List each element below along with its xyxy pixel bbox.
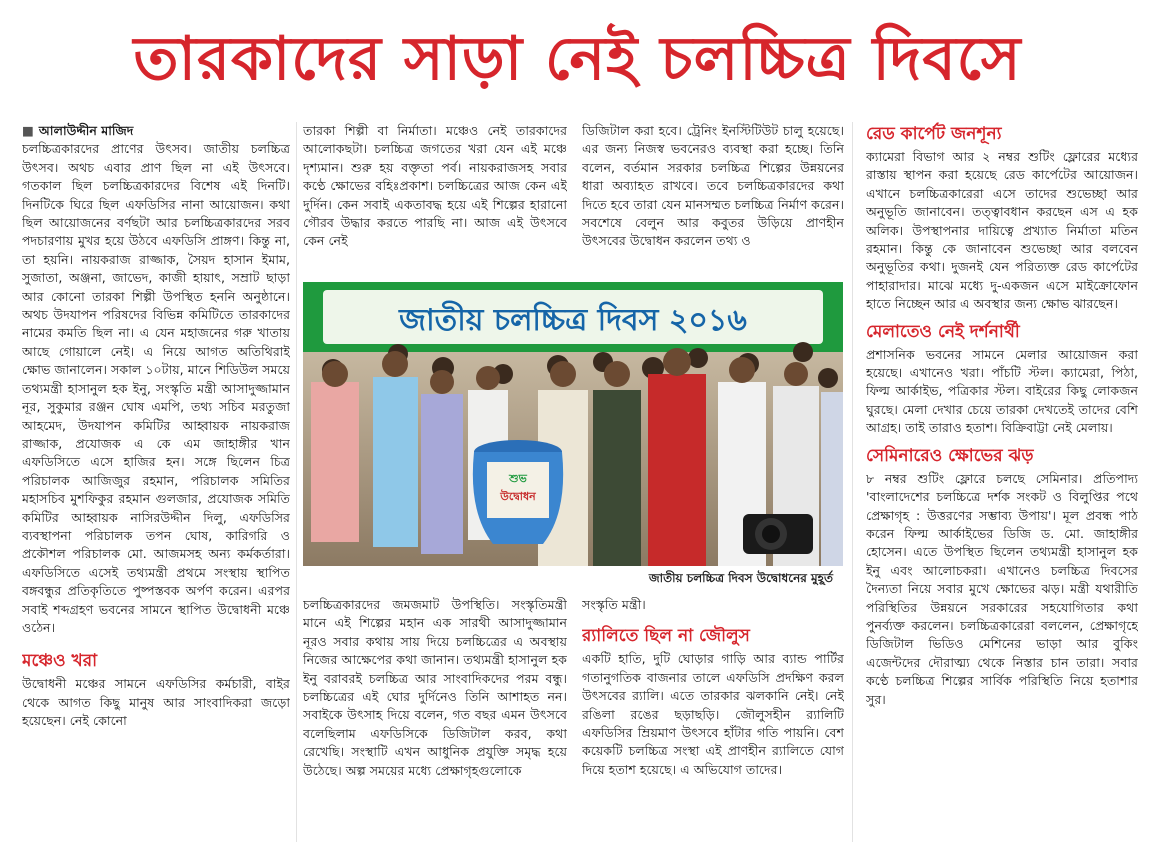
- article-column-2: [303, 122, 567, 282]
- article-column-2-lower: [303, 596, 567, 842]
- subheading: মেলাতেও নেই দর্শনার্থী: [866, 321, 1020, 342]
- photo-caption: জাতীয় চলচ্চিত্র দিবস উদ্বোধনের মুহূর্ত: [648, 571, 833, 585]
- inauguration-pot: [473, 440, 563, 544]
- subheading: র‍্যালিতে ছিল না জৌলুস: [582, 626, 750, 647]
- banner-text: জাতীয় চলচ্চিত্র দিবস ২০১৬: [399, 303, 747, 338]
- photo-illustration: [303, 282, 843, 566]
- subheading: সেমিনারেও ক্ষোভের ঝড়: [866, 445, 1034, 466]
- column-rule: [852, 122, 853, 842]
- svg-text:উদ্বোধন: উদ্বোধন: [500, 490, 536, 503]
- subheading: মঞ্চেও খরা: [22, 651, 98, 672]
- event-photo: [303, 282, 843, 566]
- headline: তারকাদের সাড়া নেই চলচ্চিত্র দিবসে: [133, 24, 1022, 94]
- article-column-3-lower: [582, 596, 844, 842]
- column-rule: [296, 122, 297, 842]
- paragraph: ডিজিটাল করা হবে। ট্রেনিং ইনস্টিটিউট চালু হয়েছে। এর জন্য নিজস্ব ভবনেরও ব্যবস্থা করা হচ্ছে। তিনি বলেন, বর্তমান সরকার চলচ্চিত্র শিল্পের উন্নয়নের ধারা অব্যাহত রাখবে। তবে চলচ্চিত্রকারদের কথা দিতে হবে তারা যেন মানসম্মত চলচ্চিত্র নির্মাণ করেন। সবশেষে বেলুন আর কবুতর উড়িয়ে প্রাণহীন উৎসবের উদ্বোধন করলেন তথ্য ও: [582, 123, 844, 249]
- svg-text:শুভ: শুভ: [509, 472, 527, 485]
- article-column-4: [866, 122, 1138, 842]
- paragraph: তারকা শিল্পী বা নির্মাতা। মঞ্চেও নেই তারকাদের আলোকছটা। চলচ্চিত্র জগতের খরা যেন এই মঞ্চে দৃশ্যমান। শুরু হয় বক্তৃতা পর্ব। নায়করাজসহ সবার কণ্ঠে ক্ষোভের বহিঃপ্রকাশ। চলচ্চিত্রের আজ কেন এই দুর্দিন। কেন সবাই একতাবদ্ধ হয়ে এই শিল্পের হারানো গৌরব উদ্ধার করতে পারছি না। আজ এই উৎসবে কেন নেই: [303, 123, 567, 249]
- subheading: রেড কার্পেট জনশূন্য: [866, 124, 1002, 144]
- paragraph: সংস্কৃতি মন্ত্রী।: [582, 597, 646, 612]
- article-column-3: [582, 122, 844, 282]
- byline: [22, 122, 290, 140]
- bullet-icon: ■: [22, 123, 34, 138]
- article-column-1: [22, 122, 290, 842]
- paragraph: উদ্বোধনী মঞ্চের সামনে এফডিসির কর্মচারী, বাইর থেকে আগত কিছু মানুষ আর সাংবাদিকরা জড়ো হয়েছেন। নেই কোনো: [22, 676, 290, 729]
- paragraph: চলচ্চিত্রকারদের জমজমাট উপস্থিতি। সংস্কৃতিমন্ত্রী মানে এই শিল্পের মহান এক সারথী আসাদুজ্জামান নূরও সবার কথায় সায় দিয়ে চলচ্চিত্রের এ অবস্থায় নিজের আক্ষেপের কথা জানান। তথ্যমন্ত্রী হাসানুল হক ইনু বরাবরই চলচ্চিত্র আর সাংবাদিকদের পরম বন্ধু। চলচ্চিত্রের এই ঘোর দুর্দিনেও তিনি আশাহত নন। সবাইকে উৎসাহ দিয়ে বলেন, গত বছর এমন উৎসবে বলেছিলাম এফডিসিকে ডিজিটাল করব, কথা রেখেছি। সংস্থাটি এখন আধুনিক প্রযুক্তি সমৃদ্ধ হয়ে উঠেছে। অল্প সময়ের মধ্যে প্রেক্ষাগৃহগুলোকে: [303, 597, 567, 778]
- paragraph: চলচ্চিত্রকারদের প্রাণের উৎসব। জাতীয় চলচ্চিত্র উৎসব। অথচ এবার প্রাণ ছিল না এই উৎসবে। গতকাল ছিল চলচ্চিত্রকারদের বিশেষ এই দিনটি। দিনটিকে ঘিরে ছিল এফডিসির নানা আয়োজন। কথা ছিল আয়োজনের বর্ণছটা আর চলচ্চিত্রকারদের সরব পদচারণায় মুখর হয়ে উঠবে এফডিসি প্রাঙ্গণ। কিন্তু না, তা হয়নি। নায়করাজ রাজ্জাক, সৈয়দ হাসান ইমাম, সুজাতা, অঞ্জনা, জাভেদ, কাজী হায়াৎ, সম্রাট ছাড়া আর কোনো তারকা শিল্পী উপস্থিত হননি অনুষ্ঠানে। অথচ উদযাপন পরিষদের বিভিন্ন কমিটিতে তারকাদের নামের কমতি ছিল না। এ যেন মহাজনের গরু খাতায় আছে গোয়ালে নেই। এ নিয়ে আগত অতিথিরাই ক্ষোভ জানালেন। সকাল ১০টায়, মানে শিডিউল সময়ে তথ্যমন্ত্রী হাসানুল হক ইনু, সংস্কৃতি মন্ত্রী আসাদুজ্জামান নূর, সুকুমার রঞ্জন ঘোষ এমপি, তথ্য সচিব মরতুজা আহমেদ, উদযাপন কমিটির আহ্বায়ক নায়করাজ রাজ্জাক, প্রযোজক এ কে এম জাহাঙ্গীর খান এফডিসিতে এসে হাজির হন। সঙ্গে ছিলেন চিত্র পরিচালক আজিজুর রহমান, পরিচালক সমিতির মহাসচিব মুশফিকুর রহমান গুলজার, প্রযোজক সমিতি কমিটির আহ্বায়ক নাসিরউদ্দীন দিলু, এফডিসির ব্যবস্থাপনা পরিচালক তপন ঘোষ, কারিগরি ও প্রকৌশল পরিচালক মো. আজমসহ অন্য কর্মকর্তারা। এফডিসিতে এসেই তথ্যমন্ত্রী প্রথমে সংস্থায় স্থাপিত বঙ্গবন্ধুর প্রতিকৃতিতে পুষ্পস্তবক অর্পণ করেন। এরপর সবাই শব্দগ্রহণ ভবনের সামনে স্থাপিত উদ্বোধনী মঞ্চে ওঠেন।: [22, 141, 290, 635]
- paragraph: ক্যামেরা বিভাগ আর ২ নম্বর শুটিং ফ্লোরের মধ্যের রাস্তায় স্থাপন করা হয়েছে রেড কার্পেটের আয়োজন। এখানে চলচ্চিত্রকারেরা এসে তাদের শুভেচ্ছা আর অনুভূতি জানাবেন। তত্ত্বাবধান করছেন এস এ হক অলিক। উপস্থাপনার দায়িত্বে প্রখ্যাত নির্মাতা মতিন রহমান। কিন্তু কে জানাবেন শুভেচ্ছা আর বলবেন অনুভূতির কথা। দুজনই যেন পরিত্যক্ত রেড কার্পেটের পাহারাদার। মাঝে মধ্যে দু-একজন এসে মাইক্রোফোন হাতে নিচ্ছেন আর এ অবস্থার জন্য ক্ষোভ ঝারছেন।: [866, 149, 1138, 312]
- byline-author: আলাউদ্দীন মাজিদ: [38, 123, 134, 138]
- paragraph: প্রশাসনিক ভবনের সামনে মেলার আয়োজন করা হয়েছে। এখানেও খরা। পাঁচটি স্টল। ক্যামেরা, পিঠা, ফিল্ম আর্কাইভ, পত্রিকার স্টল। বাইরের কিছু লোকজন ঘুরছে। মেলা দেখার চেয়ে তারকা দেখতেই তাদের বেশি আগ্রহ। তাই তারাও হতাশ। বিক্রিবাট্টা নেই মেলায়।: [866, 346, 1138, 436]
- camera-icon: [743, 514, 813, 554]
- paragraph: একটি হাতি, দুটি ঘোড়ার গাড়ি আর ব্যান্ড পার্টির গতানুগতিক বাজনার তালে এফডিসি প্রদক্ষিণ করল উৎসবের র‍্যালি। এতে তারকার ঝলকানি নেই। নেই রঙিলা রঙের ছড়াছড়ি। জৌলুসহীন র‍্যালিটি এফডিসির ম্রিয়মাণ উৎসবে হাঁটার গতি পায়নি। বেশ কয়েকটি চলচ্চিত্র সংস্থা এই প্রাণহীন র‍্যালিতে যোগ দিয়ে হতাশ হয়েছে। এ অভিযোগ তাদের।: [582, 651, 844, 777]
- paragraph: ৮ নম্বর শুটিং ফ্লোরে চলছে সেমিনার। প্রতিপাদ্য 'বাংলাদেশের চলচ্চিত্রে দর্শক সংকট ও বিলুপ্তির পথে প্রেক্ষাগৃহ : উত্তরণের সম্ভাব্য উপায়'। মূল প্রবন্ধ পাঠ করেন ফিল্ম আর্কাইভের ডিজি ড. মো. জাহাঙ্গীর হোসেন। এতে উপস্থিত ছিলেন তথ্যমন্ত্রী হাসানুল হক ইনু এবং আলোচকরা। এখানেও চলচ্চিত্র দিবসের দৈন্যতা নিয়ে সবার মুখে ক্ষোভের ঝড়। মন্ত্রী যথারীতি পরিস্থিতির উন্নয়নে সরকারের সহযোগিতার কথা পুনর্ব্যক্ত করলেন। চলচ্চিত্রকারেরা বললেন, প্রেক্ষাগৃহে ডিজিটাল ভিডিও মেশিনের ভাড়া আর বুকিং এজেন্টদের দৌরাত্ম্য থেকে নিস্তার চান তারা। সবার কণ্ঠে চলচ্চিত্র শিল্পের সার্বিক পরিস্থিতি নিয়ে হতাশার সুর।: [866, 470, 1138, 707]
